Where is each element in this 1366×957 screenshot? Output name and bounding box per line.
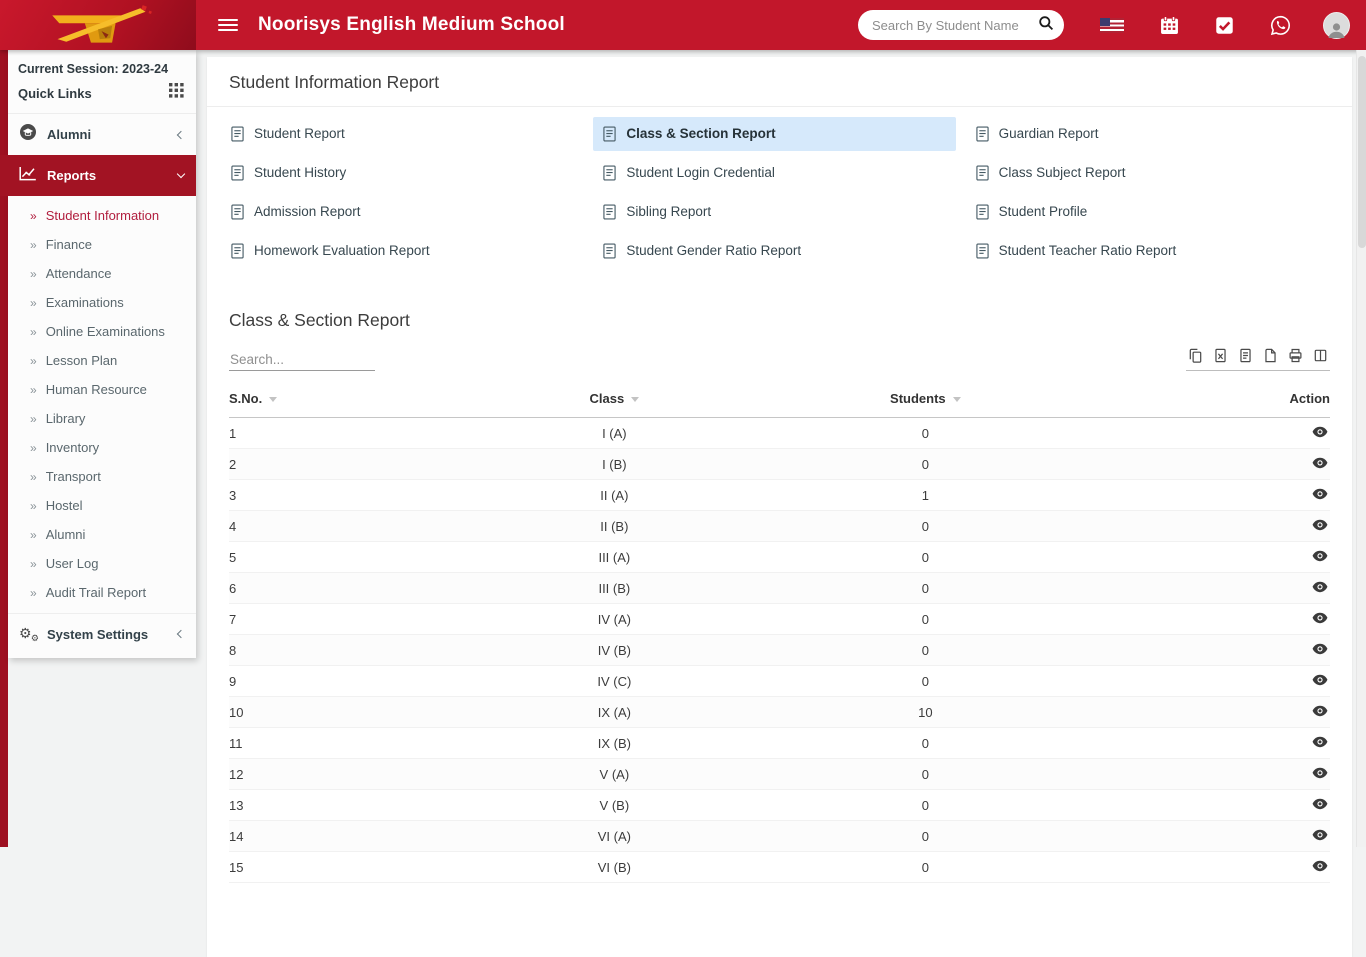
double-chevron-icon: » (30, 440, 37, 455)
report-link-class-subject-report[interactable] (966, 156, 1328, 190)
cell-action (1126, 542, 1330, 573)
submenu-item-student-information[interactable] (8, 201, 196, 230)
cell-students: 0 (724, 542, 1126, 573)
double-chevron-icon: » (30, 266, 37, 281)
double-chevron-icon: » (30, 353, 37, 368)
table-row (229, 573, 1330, 604)
cell-students: 1 (724, 480, 1126, 511)
table-row (229, 511, 1330, 542)
submenu-item-label: Inventory (45, 440, 100, 455)
scrollbar-thumb[interactable] (1358, 56, 1366, 248)
report-link-class-section-report[interactable] (593, 117, 955, 151)
sidebar-item-reports[interactable] (0, 155, 196, 196)
cell-sno: 9 (229, 666, 504, 697)
report-link-student-login-credential[interactable] (593, 156, 955, 190)
double-chevron-icon: » (30, 585, 37, 600)
column-header-label: Class (589, 391, 625, 406)
columns-icon[interactable] (1312, 347, 1329, 364)
column-header-action (1126, 383, 1330, 418)
cell-students: 0 (724, 511, 1126, 542)
document-icon (603, 204, 616, 220)
double-chevron-icon: » (30, 469, 37, 484)
table-row (229, 759, 1330, 790)
double-chevron-icon: » (30, 237, 37, 252)
chevron-left-icon (177, 130, 185, 138)
report-link-label: Student History (254, 165, 347, 180)
cell-students: 0 (724, 418, 1126, 449)
user-avatar[interactable] (1323, 12, 1350, 39)
submenu-item-label: Finance (45, 237, 92, 252)
cell-class: III (B) (504, 573, 724, 604)
sidebar-item-label: Alumni (47, 127, 92, 142)
cell-students: 0 (724, 759, 1126, 790)
cell-class: IX (B) (504, 728, 724, 759)
cell-class: II (A) (504, 480, 724, 511)
double-chevron-icon: » (30, 295, 37, 310)
cell-students: 0 (724, 821, 1126, 852)
student-search-input[interactable] (872, 18, 1038, 33)
table-row (229, 635, 1330, 666)
table-body (229, 418, 1330, 883)
report-link-admission-report[interactable] (221, 195, 583, 229)
section-title: Class & Section Report (229, 310, 410, 330)
table-row (229, 604, 1330, 635)
cell-class: I (B) (504, 449, 724, 480)
cell-action (1126, 480, 1330, 511)
report-link-label: Sibling Report (626, 204, 712, 219)
whatsapp-icon[interactable] (1270, 15, 1291, 36)
sidebar-item-alumni[interactable] (8, 114, 196, 155)
column-header-label: Action (1289, 391, 1330, 406)
cell-students: 0 (724, 728, 1126, 759)
gear-icon: ⚙ ⚙ (19, 626, 37, 642)
sidebar (8, 50, 196, 658)
report-link-student-gender-ratio-report[interactable] (593, 234, 955, 268)
table-row (229, 542, 1330, 573)
report-links-grid (207, 107, 1352, 286)
submenu-item-label: Online Examinations (45, 324, 165, 339)
submenu-item-inventory[interactable] (8, 433, 196, 462)
submenu-item-label: User Log (45, 556, 99, 571)
cell-sno: 15 (229, 852, 504, 883)
cell-class: II (B) (504, 511, 724, 542)
calendar-icon[interactable] (1160, 16, 1179, 35)
school-logo-icon (35, 3, 161, 47)
cell-students: 0 (724, 604, 1126, 635)
report-link-student-teacher-ratio-report[interactable] (966, 234, 1328, 268)
cell-sno: 7 (229, 604, 504, 635)
view-eye-icon[interactable] (1312, 457, 1328, 469)
cell-students: 0 (724, 666, 1126, 697)
submenu-item-library[interactable] (8, 404, 196, 433)
table-row (229, 697, 1330, 728)
cell-action (1126, 449, 1330, 480)
cell-action (1126, 852, 1330, 883)
cell-action (1126, 790, 1330, 821)
view-eye-icon[interactable] (1312, 674, 1328, 686)
double-chevron-icon: » (30, 527, 37, 542)
view-eye-icon[interactable] (1312, 519, 1328, 531)
sidebar-item-system-settings[interactable] (8, 613, 196, 654)
submenu-item-user-log[interactable] (8, 549, 196, 578)
cell-sno: 3 (229, 480, 504, 511)
cell-class: IX (A) (504, 697, 724, 728)
submenu-item-transport[interactable] (8, 462, 196, 491)
report-link-label: Class & Section Report (626, 126, 776, 141)
submenu-item-alumni[interactable] (8, 520, 196, 549)
chevron-left-icon (177, 630, 185, 638)
report-link-label: Student Report (254, 126, 345, 141)
table-row (229, 821, 1330, 852)
report-link-student-profile[interactable] (966, 195, 1328, 229)
quick-links-grid-icon[interactable] (169, 83, 184, 103)
table-row (229, 666, 1330, 697)
document-icon (976, 243, 989, 259)
column-header-students[interactable] (724, 383, 1126, 418)
column-header-label: S.No. (229, 391, 263, 406)
pdf-icon[interactable] (1262, 347, 1279, 364)
document-icon (976, 165, 989, 181)
document-icon (231, 243, 244, 259)
double-chevron-icon: » (30, 208, 37, 223)
cell-sno: 2 (229, 449, 504, 480)
report-link-label: Admission Report (254, 204, 361, 219)
report-link-label: Student Teacher Ratio Report (998, 243, 1177, 258)
csv-icon[interactable] (1237, 347, 1254, 364)
submenu-item-label: Student Information (45, 208, 160, 223)
cell-class: V (B) (504, 790, 724, 821)
current-session-label: Current Session: 2023-24 (18, 62, 169, 76)
cell-class: I (A) (504, 418, 724, 449)
cell-sno: 10 (229, 697, 504, 728)
view-eye-icon[interactable] (1312, 581, 1328, 593)
submenu-item-hostel[interactable] (8, 491, 196, 520)
school-logo[interactable] (0, 0, 196, 50)
sort-arrow-icon[interactable] (269, 397, 277, 402)
table-row (229, 790, 1330, 821)
submenu-item-label: Transport (45, 469, 101, 484)
quick-links-label: Quick Links (18, 85, 92, 101)
reports-chart-icon (19, 166, 37, 186)
document-icon (976, 126, 989, 142)
cell-action (1126, 604, 1330, 635)
double-chevron-icon: » (30, 382, 37, 397)
report-group-title: Student Information Report (207, 57, 1352, 107)
table-row (229, 480, 1330, 511)
submenu-item-online-examinations[interactable] (8, 317, 196, 346)
alumni-icon (19, 123, 37, 146)
chevron-down-icon (177, 170, 185, 178)
double-chevron-icon: » (30, 411, 37, 426)
document-icon (603, 126, 616, 142)
table-header-row (229, 383, 1330, 418)
cell-action (1126, 573, 1330, 604)
view-eye-icon[interactable] (1312, 829, 1328, 841)
cell-class: V (A) (504, 759, 724, 790)
cell-action (1126, 418, 1330, 449)
search-icon[interactable] (1038, 15, 1054, 36)
submenu-item-lesson-plan[interactable] (8, 346, 196, 375)
view-eye-icon[interactable] (1312, 798, 1328, 810)
document-icon (231, 126, 244, 142)
cell-sno: 8 (229, 635, 504, 666)
report-link-label: Class Subject Report (998, 165, 1126, 180)
cell-sno: 13 (229, 790, 504, 821)
submenu-item-examinations[interactable] (8, 288, 196, 317)
cell-sno: 11 (229, 728, 504, 759)
view-eye-icon[interactable] (1312, 860, 1328, 872)
sidebar-item-label: Reports (47, 168, 97, 183)
cell-class: III (A) (504, 542, 724, 573)
double-chevron-icon: » (30, 556, 37, 571)
report-link-label: Guardian Report (998, 126, 1099, 141)
cell-action (1126, 511, 1330, 542)
submenu-item-label: Alumni (45, 527, 86, 542)
cell-class: IV (C) (504, 666, 724, 697)
cell-class: VI (A) (504, 821, 724, 852)
document-icon (603, 165, 616, 181)
table-row (229, 728, 1330, 759)
sidebar-item-label: System Settings (47, 626, 149, 642)
cell-sno: 5 (229, 542, 504, 573)
scrollbar-track[interactable] (1356, 50, 1366, 847)
sort-arrow-icon[interactable] (953, 397, 961, 402)
report-link-label: Homework Evaluation Report (254, 243, 430, 258)
cell-action (1126, 666, 1330, 697)
table-row (229, 852, 1330, 883)
view-eye-icon[interactable] (1312, 736, 1328, 748)
report-link-label: Student Profile (998, 204, 1088, 219)
view-eye-icon[interactable] (1312, 767, 1328, 779)
language-flag-icon[interactable] (1100, 18, 1124, 33)
report-link-student-report[interactable] (221, 117, 583, 151)
cell-sno: 14 (229, 821, 504, 852)
view-eye-icon[interactable] (1312, 643, 1328, 655)
main-content-card (207, 57, 1352, 957)
column-header-s-no[interactable] (229, 383, 504, 418)
tasks-check-icon[interactable] (1215, 16, 1234, 35)
double-chevron-icon: » (30, 324, 37, 339)
print-icon[interactable] (1287, 347, 1304, 364)
submenu-item-label: Attendance (45, 266, 112, 281)
page-title: Noorisys English Medium School (258, 14, 565, 35)
submenu-item-audit-trail-report[interactable] (8, 578, 196, 607)
submenu-item-label: Human Resource (45, 382, 147, 397)
cell-sno: 6 (229, 573, 504, 604)
report-link-label: Student Gender Ratio Report (626, 243, 802, 258)
cell-sno: 12 (229, 759, 504, 790)
table-row (229, 449, 1330, 480)
submenu-item-label: Audit Trail Report (45, 585, 147, 600)
sort-arrow-icon[interactable] (631, 397, 639, 402)
student-search[interactable] (858, 10, 1064, 40)
cell-students: 0 (724, 790, 1126, 821)
view-eye-icon[interactable] (1312, 705, 1328, 717)
cell-class: IV (B) (504, 635, 724, 666)
report-link-sibling-report[interactable] (593, 195, 955, 229)
cell-action (1126, 697, 1330, 728)
cell-sno: 1 (229, 418, 504, 449)
report-link-homework-evaluation-report[interactable] (221, 234, 583, 268)
cell-action (1126, 821, 1330, 852)
document-icon (976, 204, 989, 220)
cell-action (1126, 635, 1330, 666)
cell-action (1126, 728, 1330, 759)
submenu-item-label: Hostel (45, 498, 83, 513)
submenu-item-human-resource[interactable] (8, 375, 196, 404)
class-section-table (229, 383, 1330, 883)
submenu-item-label: Lesson Plan (45, 353, 118, 368)
cell-students: 0 (724, 573, 1126, 604)
menu-toggle-icon[interactable] (218, 16, 238, 34)
column-header-class[interactable] (504, 383, 724, 418)
table-row (229, 418, 1330, 449)
double-chevron-icon: » (30, 498, 37, 513)
cell-class: VI (B) (504, 852, 724, 883)
cell-students: 10 (724, 697, 1126, 728)
document-icon (231, 165, 244, 181)
reports-submenu (8, 196, 196, 613)
view-eye-icon[interactable] (1312, 612, 1328, 624)
submenu-item-label: Examinations (45, 295, 124, 310)
cell-students: 0 (724, 635, 1126, 666)
document-icon (603, 243, 616, 259)
submenu-item-attendance[interactable] (8, 259, 196, 288)
submenu-item-finance[interactable] (8, 230, 196, 259)
view-eye-icon[interactable] (1312, 488, 1328, 500)
copy-icon[interactable] (1187, 347, 1204, 364)
report-link-guardian-report[interactable] (966, 117, 1328, 151)
submenu-item-label: Library (45, 411, 86, 426)
view-eye-icon[interactable] (1312, 550, 1328, 562)
report-link-student-history[interactable] (221, 156, 583, 190)
cell-sno: 4 (229, 511, 504, 542)
table-search-input[interactable] (229, 349, 375, 371)
report-link-label: Student Login Credential (626, 165, 775, 180)
column-header-label: Students (890, 391, 946, 406)
cell-action (1126, 759, 1330, 790)
excel-icon[interactable] (1212, 347, 1229, 364)
document-icon (231, 204, 244, 220)
cell-students: 0 (724, 852, 1126, 883)
cell-students: 0 (724, 449, 1126, 480)
top-header (0, 0, 1366, 50)
export-toolbar (1186, 347, 1330, 371)
view-eye-icon[interactable] (1312, 426, 1328, 438)
cell-class: IV (A) (504, 604, 724, 635)
